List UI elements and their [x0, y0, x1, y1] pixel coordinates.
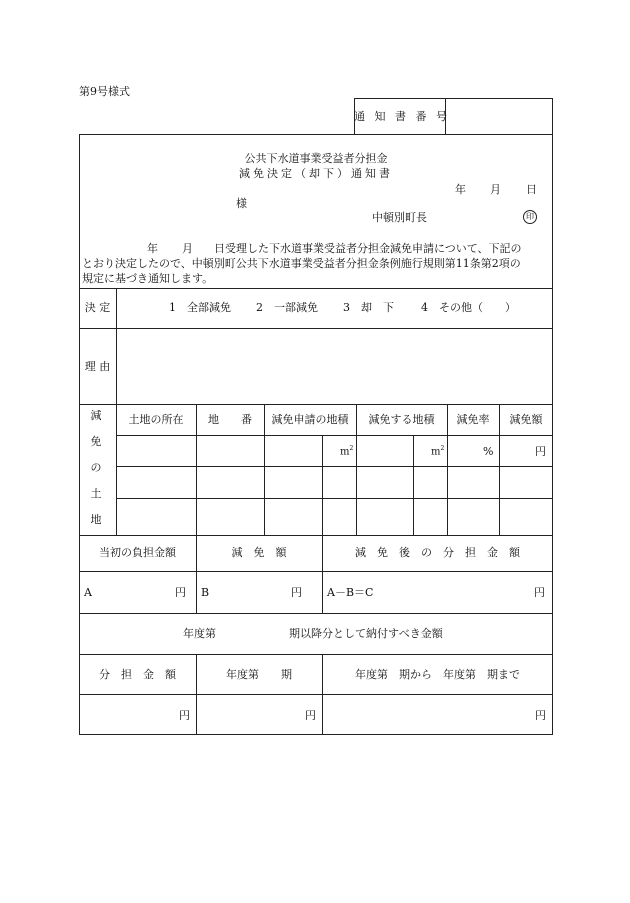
body-line-1: 日受理した下水道事業受益者分担金減免申請について、下記の — [214, 242, 522, 255]
installment-header-range: 年度第 期から 年度第 期まで — [355, 668, 520, 681]
divider — [79, 328, 553, 329]
notice-number-label: 通 知 書 番 号 — [354, 110, 450, 123]
amount-b-label: B — [201, 586, 210, 599]
unit-m2 — [431, 446, 444, 457]
amount-b-yen: 円 — [291, 586, 302, 599]
land-side-char: 減 — [90, 409, 102, 422]
divider — [79, 571, 553, 572]
divider — [196, 654, 197, 735]
amount-a-label: A — [84, 586, 92, 599]
divider — [116, 466, 553, 467]
seal-icon: 印 — [523, 210, 537, 224]
unit-m2 — [340, 446, 353, 457]
reason-field[interactable] — [118, 330, 551, 402]
land-header-reduced-area: 減免する地積 — [368, 413, 435, 426]
installment-yen-2: 円 — [305, 709, 316, 722]
unit-yen: 円 — [535, 445, 546, 458]
unit-m2-base: m — [431, 446, 441, 458]
title-line-1: 公共下水道事業受益者分担金 — [244, 152, 388, 165]
decision-option-2[interactable]: 2 一部減免 — [256, 301, 318, 314]
decision-label: 決 定 — [84, 301, 111, 314]
date-day: 日 — [526, 183, 537, 196]
date-year: 年 — [455, 183, 466, 196]
land-header-amount: 減免額 — [509, 413, 543, 426]
addressee-suffix: 様 — [236, 197, 247, 210]
amount-header-after: 減 免 後 の 分 担 金 額 — [355, 546, 520, 559]
issuer: 中頓別町長 — [372, 211, 427, 224]
land-header-location: 土地の所在 — [128, 413, 184, 426]
form-label: 第9号様式 — [79, 85, 130, 98]
divider — [116, 498, 553, 499]
installment-heading-rest: 期以降分として納付すべき金額 — [289, 627, 443, 640]
amount-header-reduction: 減 免 額 — [231, 546, 287, 559]
amount-c-label: A－B＝C — [327, 586, 374, 599]
decision-option-4[interactable]: 4 その他（ ） — [421, 301, 516, 314]
divider — [79, 288, 553, 289]
reason-label-text: 理 由 — [84, 360, 111, 373]
amount-c-yen: 円 — [534, 586, 545, 599]
land-header-lot-number: 地 番 — [208, 413, 252, 426]
decision-option-3[interactable]: 3 却 下 — [343, 301, 394, 314]
land-header-applied-area: 減免申請の地積 — [271, 413, 349, 426]
land-side-char: 土 — [90, 487, 102, 500]
divider — [322, 654, 323, 735]
unit-m2-sup: 2 — [440, 445, 445, 452]
unit-m2-base: m — [340, 446, 350, 458]
divider — [79, 535, 553, 536]
land-side-char: 免 — [90, 435, 102, 448]
unit-m2-sup: 2 — [349, 445, 354, 452]
divider — [79, 613, 553, 614]
body-month: 月 — [182, 242, 193, 255]
installment-yen-3: 円 — [535, 709, 546, 722]
decision-option-1[interactable]: 1 全部減免 — [169, 301, 231, 314]
divider — [79, 654, 553, 655]
land-header-rate: 減免率 — [456, 413, 490, 426]
divider — [116, 435, 553, 436]
unit-percent: % — [483, 445, 494, 458]
date-month: 月 — [490, 183, 501, 196]
divider — [79, 694, 553, 695]
body-year: 年 — [147, 242, 158, 255]
body-line-2: とおり決定したので、中頓別町公共下水道事業受益者分担金条例施行規則第11条第2項の — [82, 257, 521, 270]
installment-yen-1: 円 — [179, 709, 190, 722]
installment-header-period: 年度第 期 — [226, 668, 292, 681]
land-side-char: の — [90, 461, 102, 474]
title-line-2: 減免決定（却下）通知書 — [239, 167, 393, 180]
divider — [79, 404, 553, 405]
notice-number-field[interactable] — [447, 100, 551, 133]
installment-heading-year: 年度第 — [183, 627, 216, 640]
amount-a-yen: 円 — [175, 586, 186, 599]
body-line-3: 規定に基づき通知します。 — [82, 272, 214, 285]
land-side-char: 地 — [90, 513, 102, 526]
installment-header-share: 分 担 金 額 — [99, 668, 176, 681]
divider — [413, 435, 414, 535]
amount-header-initial: 当初の負担金額 — [99, 546, 176, 559]
divider — [322, 435, 323, 535]
